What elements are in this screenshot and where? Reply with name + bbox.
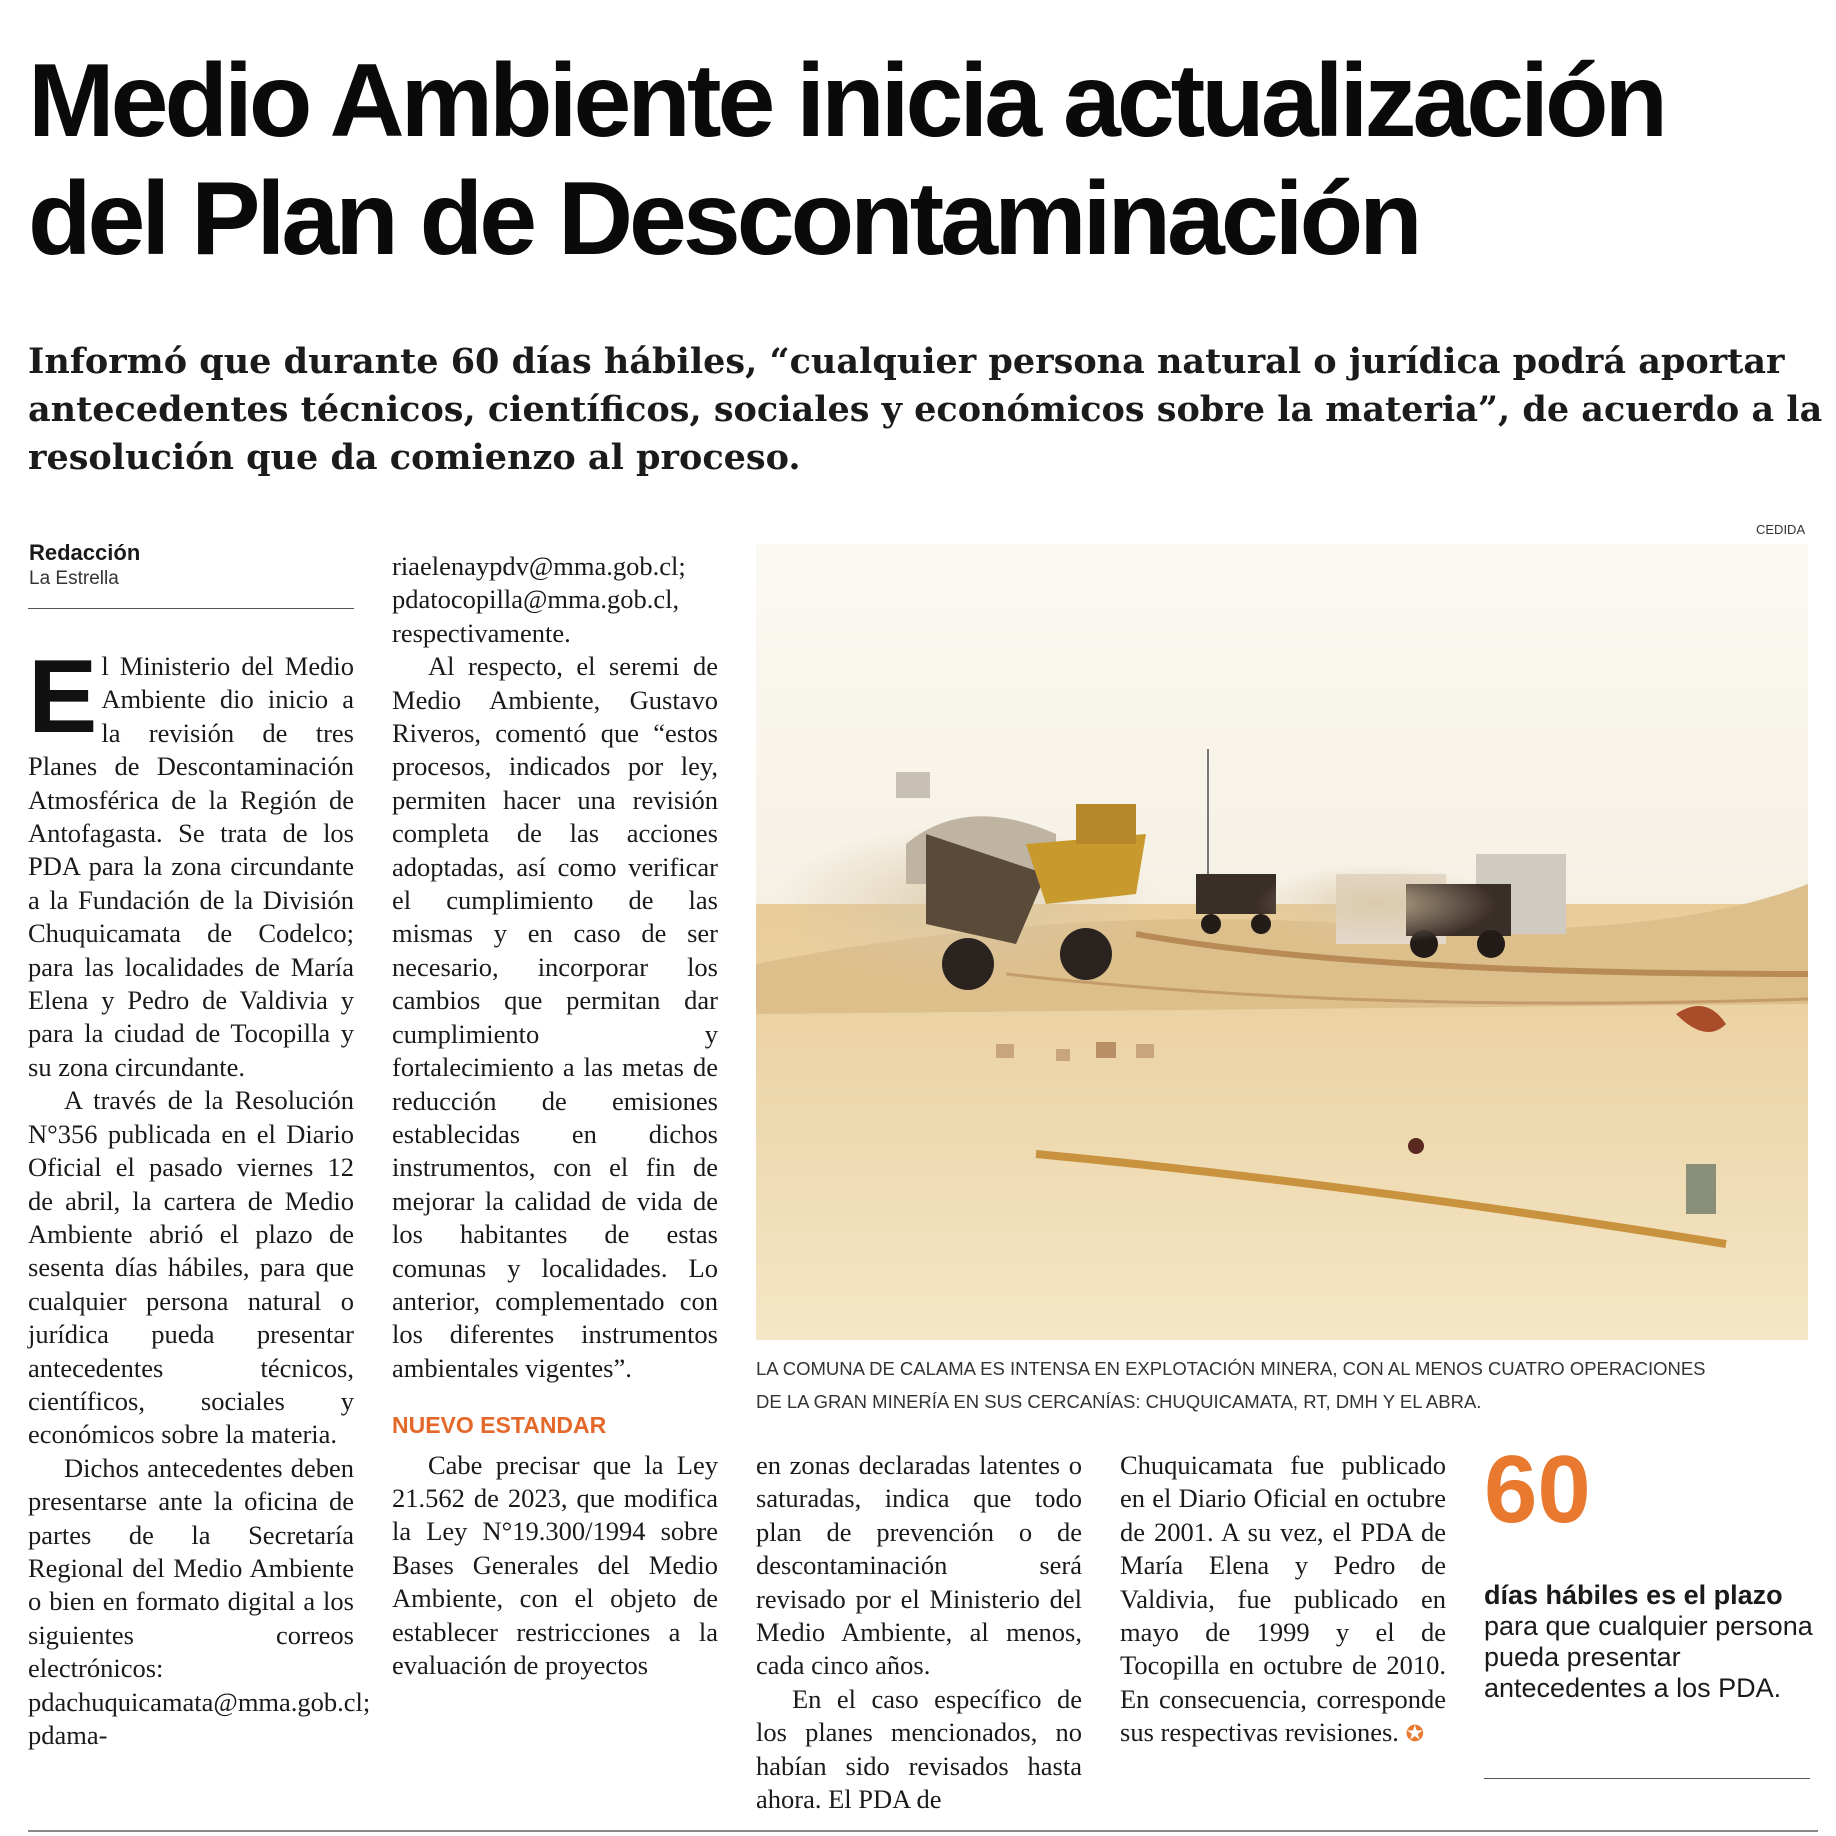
factbox-number: 60: [1484, 1436, 1591, 1543]
paragraph-6-continued-text: Chuquicamata fue publicado en el Diario Oficial en octubre de 2001. A su vez, el PDA de María Elena y Pedro de Valdivia, fue publicado en mayo de 1999 y el de Tocopilla en octubre de 2010. En consecuencia, corresponde sus respectivas revisiones.: [1120, 1450, 1446, 1748]
article-column-3: [756, 1449, 1082, 1816]
paragraph-4: Al respecto, el seremi de Medio Ambiente, Gustavo Riveros, comentó que “estos procesos, indicados por ley, permiten hacer una revisión completa de las acciones adoptadas, así como verificar el cumplimiento de las mismas y en caso de ser necesario, incorporar los cambios que permitan dar cumplimiento y fortalecimiento a las metas de reducción de emisiones establecidas en dichos instrumentos, con el fin de mejorar la calidad de vida de los habitantes de estas comunas y localidades. Lo anterior, complementado con los diferentes instrumentos ambientales vigentes”.: [392, 651, 718, 1383]
headline: [28, 42, 1818, 278]
paragraph-6: En el caso específico de los planes mencionados, no habían sido revisados hasta ahora. El PDA de: [756, 1683, 1082, 1815]
byline-author: Redacción: [29, 540, 141, 565]
factbox-text: [1484, 1580, 1814, 1704]
paragraph-3: Dichos antecedentes deben presentarse ante la oficina de partes de la Secretaría Regional del Medio Ambiente o bien en formato digital a los siguientes correos electrónicos: pdachuquicamata@mma.gob.cl; pdama-: [28, 1452, 371, 1750]
caption-line-2: DE LA GRAN MINERÍA EN SUS CERCANÍAS: CHUQUICAMATA, RT, DMH Y EL ABRA.: [756, 1391, 1482, 1412]
factbox-lead: días hábiles es el plazo: [1484, 1580, 1783, 1610]
paragraph-3-continued: riaelenaypdv@mma.gob.cl; pdatocopilla@mma.gob.cl, respectivamente.: [392, 551, 686, 648]
end-mark-icon: ✪: [1405, 1721, 1424, 1747]
headline-line-1: Medio Ambiente inicia actualización: [28, 43, 1665, 159]
deck-line-2: antecedentes técnicos, científicos, sociales y económicos sobre la materia”, de acuerdo a la: [28, 389, 1823, 430]
dropcap: E: [28, 639, 98, 755]
paragraph-2: A través de la Resolución N°356 publicada en el Diario Oficial el pasado viernes 12 de abril, la cartera de Medio Ambiente abrió el plazo de sesenta días hábiles, para que cualquier persona natural o jurídica pueda presentar antecedentes técnicos, científicos, sociales y económicos sobre la materia.: [28, 1085, 354, 1450]
photo-caption: [756, 1352, 1816, 1418]
byline-outlet: La Estrella: [29, 568, 119, 589]
article-column-4: [1120, 1449, 1446, 1751]
factbox-rule: [1484, 1778, 1810, 1779]
paragraph-1: [28, 639, 354, 1084]
deck-subtitle: [28, 338, 1823, 482]
paragraph-1-text: l Ministerio del Medio Ambiente dio inicio a la revisión de tres Planes de Descontaminación Atmosférica de la Región de Antofagasta. Se trata de los PDA para la zona circundante a la Fundación de la División Chuquicamata de Codelco; para las localidades de María Elena y Pedro de Valdivia y para la ciudad de Tocopilla y su zona circundante.: [28, 651, 354, 1082]
deck-line-1: Informó que durante 60 días hábiles, “cualquier persona natural o jurídica podrá aportar: [28, 341, 1785, 382]
factbox-body: para que cualquier persona pueda presentar antecedentes a los PDA.: [1484, 1611, 1813, 1703]
deck-line-3: resolución que da comienzo al proceso.: [28, 437, 801, 478]
section-subhead: NUEVO ESTANDAR: [392, 1412, 607, 1439]
paragraph-5-continued: en zonas declaradas latentes o saturadas, indica que todo plan de prevención o de descontaminación será revisado por el Ministerio del Medio Ambiente, al menos, cada cinco años.: [756, 1450, 1082, 1681]
byline-rule: [28, 608, 354, 609]
page-bottom-rule: [28, 1830, 1818, 1832]
paragraph-6-continued: [1120, 1449, 1446, 1751]
paragraph-5: Cabe precisar que la Ley 21.562 de 2023, que modifica la Ley N°19.300/1994 sobre Bases Generales del Medio Ambiente, con el objeto de establecer restricciones a la evaluación de proyectos: [392, 1449, 718, 1680]
caption-line-1: LA COMUNA DE CALAMA ES INTENSA EN EXPLOTACIÓN MINERA, CON AL MENOS CUATRO OPERACIONES: [756, 1358, 1706, 1379]
article-column-2: [392, 550, 718, 1682]
photo-credit: CEDIDA: [1756, 522, 1806, 537]
article-column-1: [28, 639, 371, 1752]
mining-trucks-photo: [756, 544, 1808, 1340]
headline-line-2: del Plan de Descontaminación: [28, 161, 1419, 277]
